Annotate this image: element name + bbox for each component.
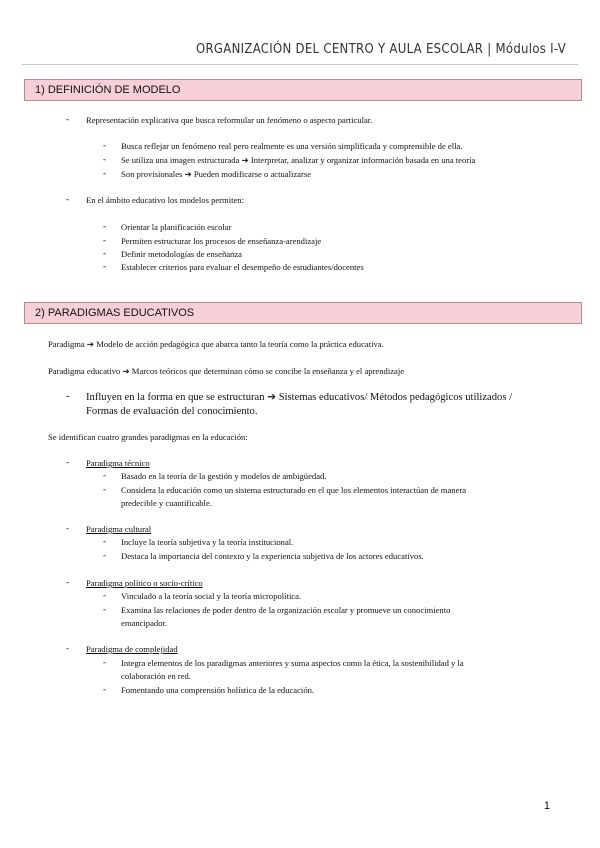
text-line: Fomentando una comprensión holística de la educación. [121, 685, 315, 695]
dash-bullet: - [103, 550, 106, 560]
dash-bullet: - [103, 604, 106, 614]
text-line: Integra elementos de los paradigmas anteriores y suma aspectos como la ética, la sostenibilidad y la [121, 658, 464, 668]
section-1-heading: 1) DEFINICIÓN DE MODELO [24, 79, 582, 101]
dash-bullet: - [103, 168, 106, 178]
text-line: Formas de evaluación del conocimiento. [86, 406, 258, 417]
text-line: Permiten estructurar los procesos de enseñanza-arendizaje [121, 236, 322, 246]
text-line: Definir metodologías de enseñanza [121, 249, 242, 259]
dash-bullet: - [103, 657, 106, 667]
paradigm-title: Paradigma de complejidad [86, 644, 178, 654]
paradigm-title: Paradigma político o socio-crítico [86, 578, 203, 588]
text-line: Incluye la teoría subjetiva y la teoría institucional. [121, 537, 294, 547]
text-line: Representación explicativa que busca reformular un fenómeno o aspecto particular. [86, 115, 373, 125]
text-line: Influyen en la forma en que se estructuran ➔ Sistemas educativos/ Métodos pedagógicos utilizados / [86, 392, 513, 403]
dash-bullet: - [103, 261, 106, 271]
dash-bullet: - [103, 221, 106, 231]
paradigm-title: Paradigma técnico [86, 458, 150, 468]
text-line: Paradigma educativo ➔ Marcos teóricos que determinan cómo se concibe la enseñanza y el aprendizaje [48, 366, 405, 376]
page-number: 1 [543, 800, 550, 812]
dash-bullet: - [103, 248, 106, 258]
dash-bullet: - [103, 536, 106, 546]
text-line: emancipador. [121, 618, 168, 628]
dash-bullet: - [66, 577, 69, 587]
text-line: Basado en la teoría de la gestión y modelos de ambigüedad. [121, 471, 327, 481]
dash-bullet: - [103, 154, 106, 164]
text-line: Paradigma ➔ Modelo de acción pedagógica que abarca tanto la teoría como la práctica educativa. [48, 339, 384, 349]
text-line: colaboración en red. [121, 671, 191, 681]
dash-bullet: - [66, 114, 69, 124]
header-rule [22, 64, 578, 65]
text-line: En el ámbito educativo los modelos permiten: [86, 195, 244, 205]
dash-bullet: - [66, 457, 69, 467]
dash-bullet: - [103, 140, 106, 150]
section-2-heading: 2) PARADIGMAS EDUCATIVOS [24, 302, 582, 324]
text-line: Son provisionales ➔ Pueden modificarse o actualizarse [121, 169, 312, 179]
text-line: Se utiliza una imagen estructurada ➔ Interpretar, analizar y organizar información basada en una teoría [121, 155, 476, 165]
text-line: Destaca la importancia del contexto y la experiencia subjetiva de los actores educativos. [121, 551, 424, 561]
paradigm-title: Paradigma cultural [86, 524, 152, 534]
text-line: Se identifican cuatro grandes paradigmas en la educación: [48, 432, 248, 442]
dash-bullet: - [103, 590, 106, 600]
dash-bullet: - [66, 523, 69, 533]
text-line: Establecer criterios para evaluar el desempeño de estudiantes/docentes [121, 262, 364, 272]
dash-bullet: - [103, 684, 106, 694]
dash-bullet: - [103, 235, 106, 245]
text-line: Considera la educación como un sistema estructurado en el que los elementos interactúan de manera [121, 485, 467, 495]
dash-bullet: - [103, 484, 106, 494]
dash-bullet: - [66, 391, 70, 402]
text-line: Examina las relaciones de poder dentro de la organización escolar y promueve un conocimiento [121, 605, 451, 615]
dash-bullet: - [103, 470, 106, 480]
text-line: Vinculado a la teoría social y la teoría micropolítica. [121, 591, 302, 601]
dash-bullet: - [66, 194, 69, 204]
text-line: Busca reflejar un fenómeno real pero realmente es una versión simplificada y comprensible de ella. [121, 141, 463, 151]
page-header-title: ORGANIZACIÓN DEL CENTRO Y AULA ESCOLAR | Módulos I-V [196, 42, 566, 57]
dash-bullet: - [66, 643, 69, 653]
text-line: predecible y cuantificable. [121, 498, 212, 508]
text-line: Orientar la planificación escolar [121, 222, 232, 232]
